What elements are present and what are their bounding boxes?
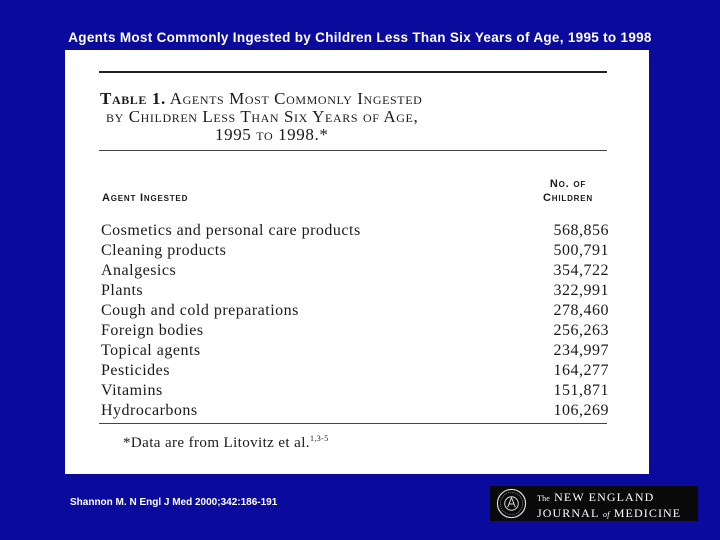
table-heading-line-2: by Children Less Than Six Years of Age, bbox=[106, 107, 419, 126]
count-cell: 164,277 bbox=[553, 362, 609, 379]
count-cell: 256,263 bbox=[553, 322, 609, 339]
nejm-medicine: MEDICINE bbox=[613, 506, 682, 520]
table-row bbox=[101, 381, 609, 401]
column-header-count-line-1: No. of bbox=[549, 178, 587, 190]
table-row bbox=[101, 261, 609, 281]
column-header-agent: Agent Ingested bbox=[102, 192, 189, 204]
count-cell: 322,991 bbox=[553, 282, 609, 299]
table-bottom-rule bbox=[99, 423, 607, 424]
table-row bbox=[101, 241, 609, 261]
citation: Shannon M. N Engl J Med 2000;342:186-191 bbox=[70, 497, 278, 508]
table-row bbox=[101, 401, 609, 421]
table-row bbox=[101, 301, 609, 321]
table-panel bbox=[65, 50, 649, 474]
agent-cell: Cough and cold preparations bbox=[101, 302, 299, 319]
table-heading-line-1: Agents Most Commonly Ingested bbox=[169, 89, 423, 108]
count-cell: 354,722 bbox=[553, 262, 609, 279]
table-top-rule bbox=[99, 71, 607, 73]
agent-cell: Foreign bodies bbox=[101, 322, 204, 339]
table-body bbox=[101, 221, 609, 421]
agent-cell: Cosmetics and personal care products bbox=[101, 222, 361, 239]
table-footnote bbox=[123, 434, 329, 452]
count-cell: 278,460 bbox=[553, 302, 609, 319]
table-heading-line-3: 1995 to 1998.* bbox=[215, 125, 329, 144]
count-cell: 106,269 bbox=[553, 402, 609, 419]
nejm-new-england: NEW ENGLAND bbox=[554, 490, 655, 504]
count-cell: 151,871 bbox=[553, 382, 609, 399]
table-row bbox=[101, 321, 609, 341]
count-cell: 500,791 bbox=[553, 242, 609, 259]
table-row bbox=[101, 281, 609, 301]
nejm-the: The bbox=[537, 494, 551, 503]
agent-cell: Vitamins bbox=[101, 382, 163, 399]
agent-cell: Cleaning products bbox=[101, 242, 227, 259]
table-header-rule bbox=[99, 150, 607, 151]
nejm-journal: JOURNAL bbox=[537, 506, 599, 520]
table-row bbox=[101, 221, 609, 241]
agent-cell: Topical agents bbox=[101, 342, 201, 359]
nejm-of: of bbox=[603, 510, 610, 519]
nejm-logo bbox=[490, 486, 698, 521]
agent-cell: Pesticides bbox=[101, 362, 170, 379]
agent-cell: Hydrocarbons bbox=[101, 402, 198, 419]
table-row bbox=[101, 361, 609, 381]
table-heading bbox=[100, 90, 620, 144]
footnote-refs: 1,3-5 bbox=[309, 434, 329, 443]
slide-title: Agents Most Commonly Ingested by Children Less Than Six Years of Age, 1995 to 1998 bbox=[68, 30, 652, 45]
agent-cell: Plants bbox=[101, 282, 144, 299]
table-row bbox=[101, 341, 609, 361]
count-cell: 234,997 bbox=[553, 342, 609, 359]
count-cell: 568,856 bbox=[553, 222, 609, 239]
nejm-seal-icon bbox=[496, 488, 527, 519]
footnote-text: *Data are from Litovitz et al. bbox=[123, 435, 310, 451]
nejm-wordmark bbox=[537, 490, 681, 522]
table-label: Table 1. bbox=[100, 89, 166, 108]
agent-cell: Analgesics bbox=[101, 262, 177, 279]
column-header-count bbox=[527, 177, 609, 205]
column-header-count-line-2: Children bbox=[543, 192, 593, 204]
